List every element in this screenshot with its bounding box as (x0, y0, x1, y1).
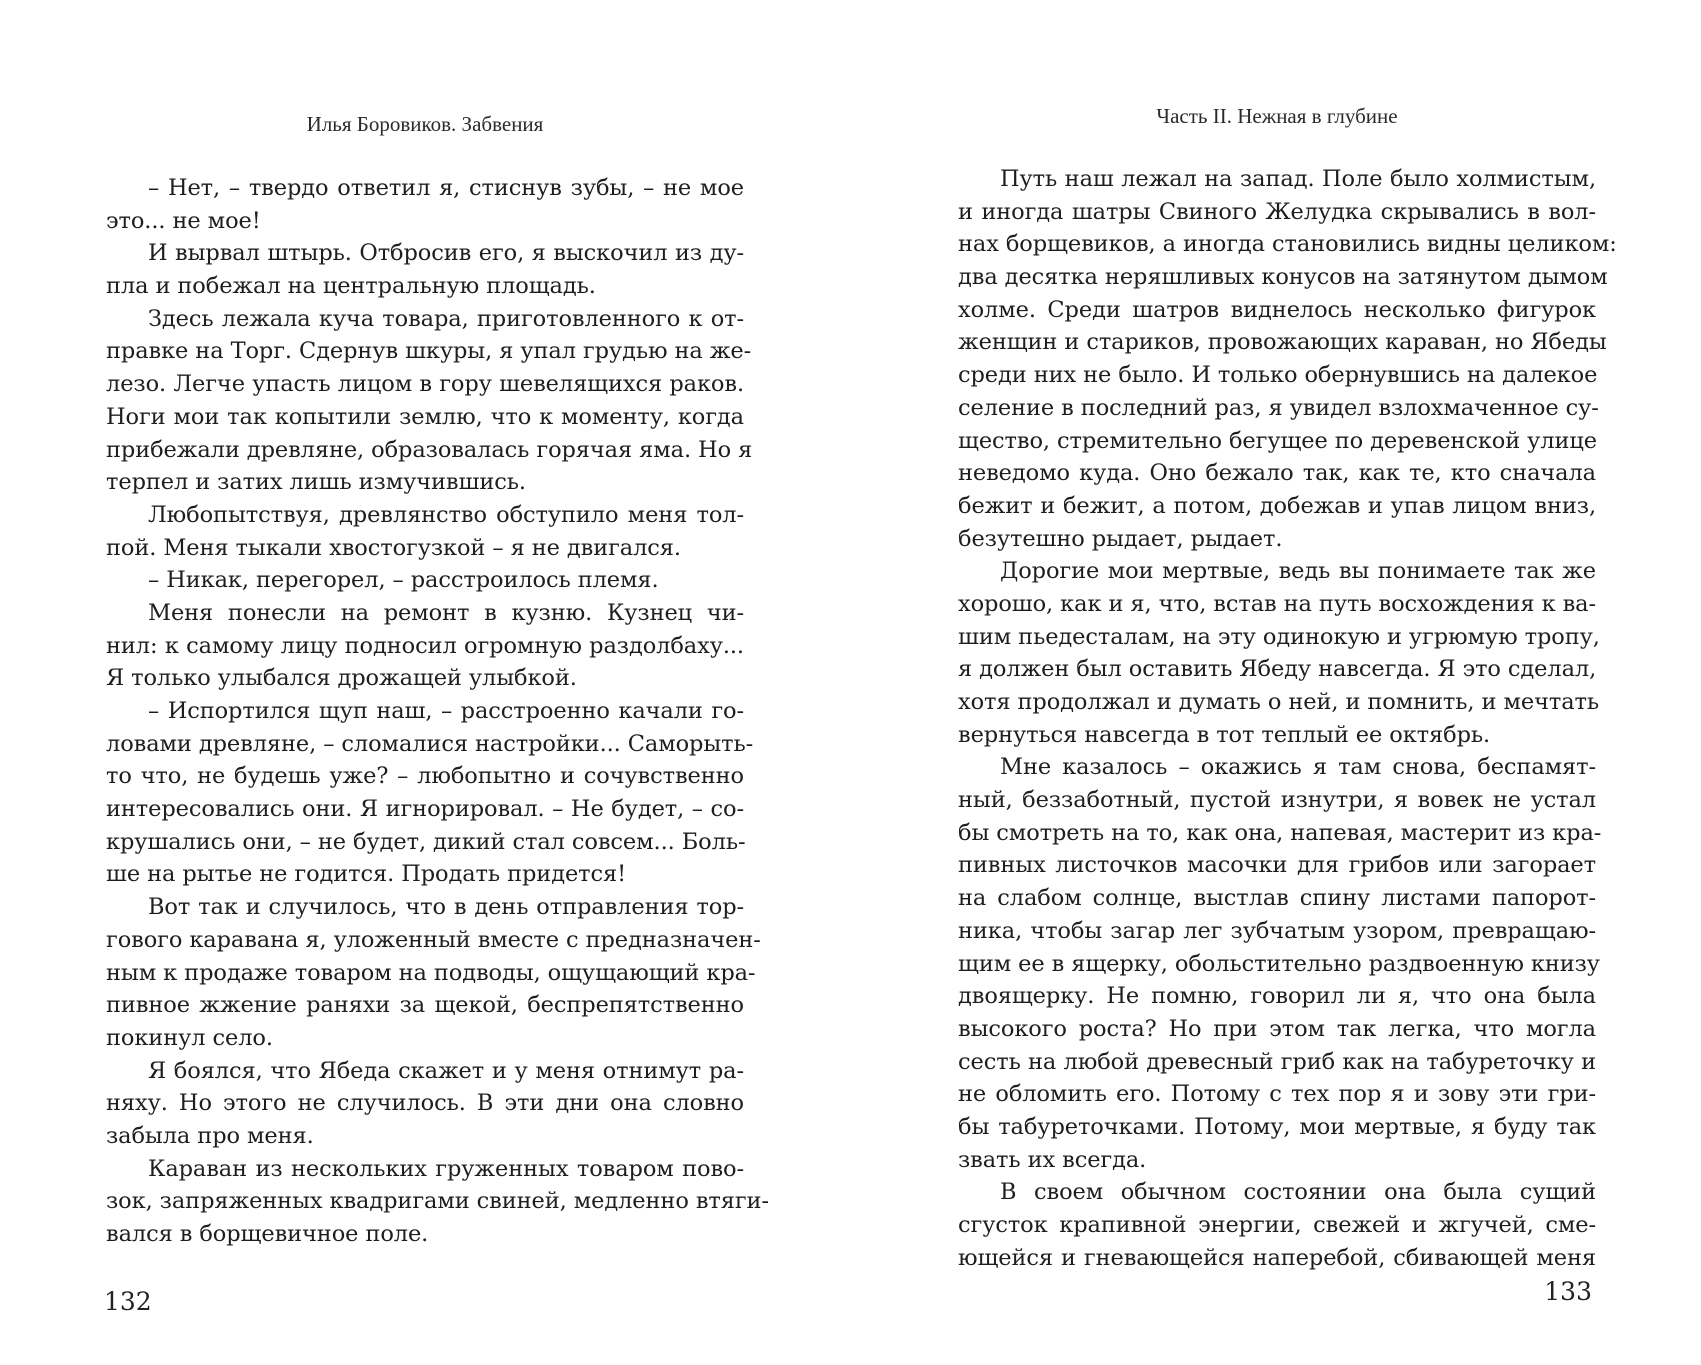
text-line: пивное жжение раняхи за щекой, беспрепятственно (106, 992, 744, 1019)
text-line: Караван из нескольких груженных товаром пово- (148, 1155, 744, 1182)
text-line: вался в борщевичное поле. (106, 1221, 429, 1247)
text-line: женщин и стариков, провожающих караван, но Ябеды (958, 329, 1607, 356)
text-line: высокого роста? Но при этом так легка, что могла (958, 1015, 1596, 1042)
text-line: вернуться навсегда в тот теплый ее октябрь. (958, 721, 1491, 748)
running-head-right: Часть II. Нежная в глубине (1156, 104, 1398, 128)
text-line: пла и побежал на центральную площадь. (106, 273, 596, 300)
text-line: то что, не будешь уже? – любопытно и сочувственно (106, 763, 744, 790)
text-line: ющейся и гневающейся наперебой, сбивающей меня (958, 1244, 1596, 1271)
text-line: сесть на любой древесный гриб как на табуреточку и (958, 1048, 1596, 1075)
text-line: прибежали древляне, образовалась горячая яма. Но я (106, 436, 753, 463)
text-line: щество, стремительно бегущее по деревенской улице (958, 427, 1597, 454)
text-line: нил: к самому лицу подносил огромную раздолбаху... (106, 632, 744, 659)
text-line: неведомо куда. Оно бежало так, как те, кто сначала (958, 460, 1596, 487)
text-line: бы смотреть на то, как она, напевая, мастерит из кра- (958, 819, 1602, 846)
text-line: бы табуреточками. Потому, мои мертвые, я буду так (958, 1113, 1596, 1140)
left-page-text (106, 172, 769, 1251)
text-line: звать их всегда. (958, 1146, 1147, 1173)
text-line: Я только улыбался дрожащей улыбкой. (106, 665, 577, 692)
text-line: селение в последний раз, я увидел взлохмаченное су- (958, 394, 1599, 421)
text-line: сгусток крапивной энергии, свежей и жгучей, сме- (958, 1212, 1596, 1238)
text-line: гового каравана я, уложенный вместе с предназначен- (106, 926, 761, 953)
text-line: это... не мое! (106, 207, 261, 234)
text-line: правке на Торг. Сдернув шкуры, я упал грудью на же- (106, 338, 752, 365)
text-line: два десятка неряшливых конусов на затянутом дымом (958, 264, 1608, 291)
page-number-left: 132 (104, 1287, 152, 1316)
text-line: двоящерку. Не помню, говорил ли я, что она была (958, 983, 1596, 1010)
running-head-left: Илья Боровиков. Забвения (306, 112, 544, 136)
text-line: я должен был оставить Ябеду навсегда. Я это сделал, (958, 656, 1597, 683)
text-line: хорошо, как и я, что, встав на путь восхождения к ва- (958, 590, 1596, 617)
text-line: хотя продолжал и думать о ней, и помнить, и мечтать (958, 689, 1600, 715)
text-line: ника, чтобы загар лег зубчатым узором, превращаю- (958, 917, 1596, 944)
text-line: шим пьедесталам, на эту одинокую и угрюмую тропу, (958, 623, 1600, 650)
text-line: крушались они, – не будет, дикий стал совсем... Боль- (106, 828, 746, 855)
text-line: Здесь лежала куча товара, приготовленного к от- (148, 305, 744, 332)
text-line: лезо. Легче упасть лицом в гору шевелящихся раков. (106, 371, 744, 398)
text-line: Ноги мои так копытили землю, что к моменту, когда (106, 403, 744, 430)
text-line: терпел и затих лишь измучившись. (106, 469, 526, 496)
text-line: пивных листочков масочки для грибов или загорает (958, 852, 1596, 879)
text-line: ловами древляне, – сломалися настройки... Саморыть- (106, 730, 754, 757)
text-line: – Испортился щуп наш, – расстроенно качали го- (148, 698, 744, 724)
text-line: – Нет, – твердо ответил я, стиснув зубы, – не мое (148, 175, 744, 201)
text-line: Меня понесли на ремонт в кузню. Кузнец чи- (148, 599, 744, 626)
text-line: Мне казалось – окажись я там снова, беспамят- (1000, 754, 1596, 781)
text-line: – Никак, перегорел, – расстроилось племя. (148, 567, 659, 594)
text-line: Путь наш лежал на запад. Поле было холмистым, (1000, 166, 1596, 192)
right-page (958, 0, 1617, 1365)
text-line: пой. Меня тыкали хвостогузкой – я не двигался. (106, 534, 681, 561)
text-line: ным к продаже товаром на подводы, ощущающий кра- (106, 959, 756, 986)
text-line: безутешно рыдает, рыдает. (958, 525, 1283, 552)
text-line: В своем обычном состоянии она была сущий (1000, 1179, 1596, 1206)
text-line: Любопытствуя, древлянство обступило меня тол- (148, 501, 744, 528)
text-line: не обломить его. Потому с тех пор я и зову эти гри- (958, 1081, 1596, 1108)
text-line: И вырвал штырь. Отбросив его, я выскочил из ду- (148, 240, 744, 267)
text-line: Дорогие мои мертвые, ведь вы понимаете так же (1000, 558, 1596, 585)
text-line: холме. Среди шатров виднелось несколько фигурок (958, 296, 1596, 323)
text-line: интересовались они. Я игнорировал. – Не будет, – со- (106, 796, 744, 823)
text-line: бежит и бежит, а потом, добежав и упав лицом вниз, (958, 492, 1596, 519)
text-line: Вот так и случилось, что в день отправления тор- (148, 894, 744, 921)
text-line: ный, беззаботный, пустой изнутри, я вовек не устал (958, 787, 1596, 814)
text-line: среди них не было. И только обернувшись на далекое (958, 362, 1598, 389)
text-line: няху. Но этого не случилось. В эти дни она словно (106, 1090, 744, 1117)
text-line: покинул село. (106, 1024, 273, 1051)
text-line: зок, запряженных квадригами свиней, медленно втяги- (106, 1188, 769, 1215)
left-page (104, 0, 769, 1365)
text-line: и иногда шатры Свиного Желудка скрывались в вол- (958, 198, 1596, 225)
right-page-text (958, 163, 1617, 1274)
page-number-right: 133 (1544, 1277, 1592, 1306)
text-line: забыла про меня. (106, 1122, 314, 1149)
text-line: ше на рытье не годится. Продать придется! (106, 861, 627, 888)
text-line: на слабом солнце, выстлав спину листами папорот- (958, 885, 1596, 912)
text-line: Я боялся, что Ябеда скажет и у меня отнимут ра- (148, 1057, 744, 1084)
text-line: щим ее в ящерку, обольстительно раздвоенную книзу (958, 950, 1600, 977)
text-line: нах борщевиков, а иногда становились видны целиком: (958, 231, 1617, 258)
